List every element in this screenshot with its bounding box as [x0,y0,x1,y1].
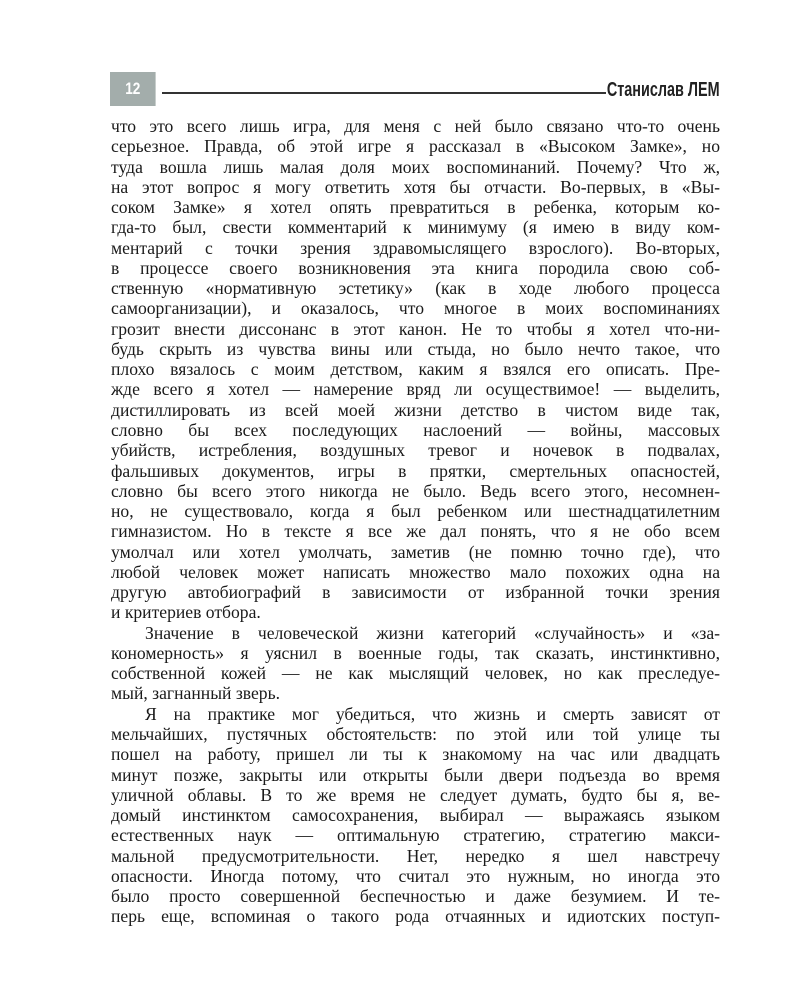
text-line: естественных наук — оптимальную стратегию, стратегию макси- [111,825,720,846]
header-rule [162,92,606,94]
text-line: опасности. Иногда потому, что считал это нужным, но иногда это [111,865,720,886]
text-line: жде всего я хотел — намерение вряд ли осуществимое! — выделить, [111,379,720,400]
text-line: домый инстинктом самосохранения, выбирал — выражаясь языком [111,805,720,826]
text-line: мальной предусмотрительности. Нет, нередко я шел навстречу [111,845,720,866]
text-line: уличной облавы. В то же время не следует думать, будто бы я, ве- [111,784,720,805]
text-line: словно бы всех последующих наслоений — войны, массовых [111,419,720,440]
text-line: дистиллировать из всей моей жизни детство в чистом виде так, [111,399,720,420]
text-line: Я на практике мог убедиться, что жизнь и смерть зависят от [145,703,720,724]
text-line: в процессе своего возникновения эта книга породила свою соб- [111,257,720,278]
text-line: ментарий с точки зрения здравомыслящего взрослого). Во-вторых, [111,237,720,258]
text-line: на этот вопрос я могу ответить хотя бы отчасти. Во-первых, в «Вы- [111,176,720,197]
text-line: но, не существовало, когда я был ребенком или шестнадцатилетним [111,501,720,522]
text-line: пошел на работу, пришел ли ты к знакомому на час или двадцать [111,744,720,765]
text-line: фальшивых документов, игры в прятки, смертельных опасностей, [111,460,720,481]
text-line: соком Замке» я хотел опять превратиться в ребенка, которым ко- [111,197,720,218]
running-title: Станислав ЛЕМ [607,79,720,101]
text-line: самоорганизации), и оказалось, что многое в моих воспоминаниях [111,298,720,319]
text-line: туда вошла лишь малая доля моих воспоминаний. Почему? Что ж, [111,156,720,177]
text-line: другую автобиографий в зависимости от избранной точки зрения [111,582,720,603]
text-line: умолчал или хотел умолчать, заметив (не помню точно где), что [111,541,720,562]
text-line: минут позже, закрыты или открыты были двери подъезда во время [111,764,720,785]
text-line: грозит внести диссонанс в этот канон. Не то чтобы я хотел что-ни- [111,318,720,339]
text-line: ственную «нормативную эстетику» (как в ходе любого процесса [111,278,720,299]
text-line: любой человек может написать множество мало похожих одна на [111,561,720,582]
text-line: было просто совершенной беспечностью и даже безумием. И те- [111,886,720,907]
text-line: плохо вязалось с моим детством, каким я взялся его описать. Пре- [111,359,720,380]
text-line: мый, загнанный зверь. [111,683,281,704]
text-line: перь еще, вспоминая о такого рода отчаянных и идиотских поступ- [111,906,720,927]
text-line: и критериев отбора. [111,602,261,623]
text-line: кономерность» я уяснил в военные годы, так сказать, инстинктивно, [111,642,720,663]
text-line: мельчайших, пустячных обстоятельств: по этой или той улице ты [111,723,720,744]
page-number: 12 [110,72,156,106]
text-line: гда-то был, свести комментарий к минимуму (я имею в виду ком- [111,217,720,238]
text-line: гимназистом. Но в тексте я все же дал понять, что я не обо всем [111,521,720,542]
text-line: серьезное. Правда, об этой игре я рассказал в «Высоком Замке», но [111,136,720,157]
text-line: собственной кожей — не как мыслящий человек, но как преследуе- [111,663,720,684]
body-text [111,116,720,927]
text-line: что это всего лишь игра, для меня с ней было связано что-то очень [111,116,720,136]
text-line: Значение в человеческой жизни категорий «случайность» и «за- [145,622,720,643]
text-line: будь скрыть из чувства вины или стыда, но было нечто такое, что [111,338,720,359]
text-line: убийств, истребления, воздушных тревог и ночевок в подвалах, [111,440,720,461]
text-line: словно бы всего этого никогда не было. Ведь всего этого, несомнен- [111,480,720,501]
